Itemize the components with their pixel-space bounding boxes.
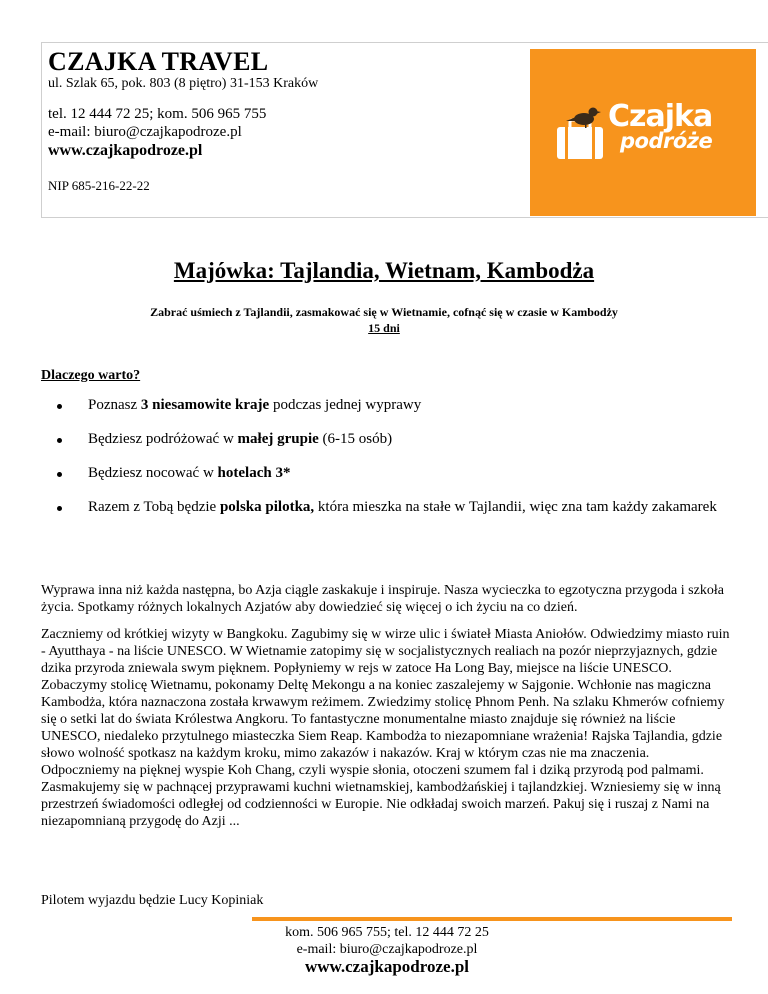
bullet-icon <box>57 438 62 443</box>
trip-subtitle: Zabrać uśmiech z Tajlandii, zasmakować się w Wietnamie, cofnąć się w czasie w Kambodży <box>150 305 618 319</box>
trip-duration: 15 dni <box>368 321 400 335</box>
logo-text-czajka: Czajka <box>608 99 713 134</box>
footer-divider <box>252 917 732 921</box>
why-item: Poznasz 3 niesamowite kraje podczas jednej wyprawy <box>57 396 735 414</box>
why-item: Razem z Tobą będzie polska pilotka, która mieszka na stałe w Tajlandii, więc zna tam każdy zakamarek <box>57 498 735 516</box>
company-website[interactable]: www.czajkapodroze.pl <box>48 142 203 159</box>
why-item: Będziesz nocować w hotelach 3* <box>57 464 735 482</box>
bullet-icon <box>57 506 62 511</box>
pilot-info: Pilotem wyjazdu będzie Lucy Kopiniak <box>41 893 264 908</box>
why-heading: Dlaczego warto? <box>41 368 141 383</box>
bullet-icon <box>57 404 62 409</box>
company-nip: NIP 685-216-22-22 <box>48 178 150 193</box>
logo-text-podroze: podróże <box>620 129 713 153</box>
company-header <box>41 42 768 218</box>
bullet-icon <box>57 472 62 477</box>
why-item: Będziesz podróżować w małej grupie (6-15 osób) <box>57 430 735 448</box>
company-email[interactable]: e-mail: biuro@czajkapodroze.pl <box>48 124 242 140</box>
company-phone: tel. 12 444 72 25; kom. 506 965 755 <box>48 106 267 122</box>
company-address: ul. Szlak 65, pok. 803 (8 piętro) 31-153 Kraków <box>48 76 319 91</box>
footer-contacts: kom. 506 965 755; tel. 12 444 72 25 <box>285 925 489 940</box>
intro-paragraph: Wyprawa inna niż każda następna, bo Azja ciągle zaskakuje i inspiruje. Nasza wycieczka to egzotyczna przygoda i szkoła życia. Spotkamy różnych lokalnych Azjatów aby dowiedzieć się więcej o ich życiu na co dzień. <box>41 583 724 615</box>
company-logo <box>530 49 756 216</box>
footer-email[interactable]: e-mail: biuro@czajkapodroze.pl <box>296 942 478 957</box>
suitcase-icon <box>557 120 603 159</box>
company-name: CZAJKA TRAVEL <box>48 47 269 76</box>
why-list <box>57 396 735 532</box>
page-title: Majówka: Tajlandia, Wietnam, Kambodża <box>173 258 595 283</box>
itinerary-paragraph: Zaczniemy od krótkiej wizyty w Bangkoku. Zagubimy się w wirze ulic i świateł Miasta Aniołów. Odwiedzimy miasto ruin - Ayutthaya - na liście UNESCO. W Wietnamie zatopimy się w socjalistycznych realiach na pozór nieprzyjaznych, gdzie dzika przyroda zniewala swym pięknem. Popłyniemy w rejs w zatoce Ha Long Bay, miejsce na liście UNESCO. Zobaczymy stolicę Wietnamu, pokonamy Deltę Mekongu a na koniec zaszalejemy w Sajgonie. Wchłonie nas magiczna Kambodża, która naznaczona została krwawym reżimem. Zwiedzimy stolicę Phnom Penh. Na szlaku Khmerów cofniemy się o setki lat do świata Królestwa Angkoru. To fantastyczne monumentalne miasto znajduje się również na liście UNESCO, niedaleko przytulnego miasteczka Siem Reap. Kambodża to niezapomniane wrażenia! Rajska Tajlandia, gdzie słowo wolność spotkasz na każdym kroku, mimo zakazów i nakazów. Kraj w którym czas nie ma znaczenia. Odpoczniemy na pięknej wyspie Koh Chang, czyli wyspie słonia, otoczeni szumem fal i dziką przyrodą pod palmami. Zasmakujemy się w pachnącej przyprawami kuchni wietnamskiej, kambodżańskiej i tajlandzkiej. Wzniesiemy się w inną przestrzeń świadomości odległej od codzienności w Europie. Nie odkładaj swoich marzeń. Pakuj się i ruszaj z Nami na niezapomnianą przygodę do Azji ... <box>41 627 730 829</box>
footer-website[interactable]: www.czajkapodroze.pl <box>304 957 469 976</box>
